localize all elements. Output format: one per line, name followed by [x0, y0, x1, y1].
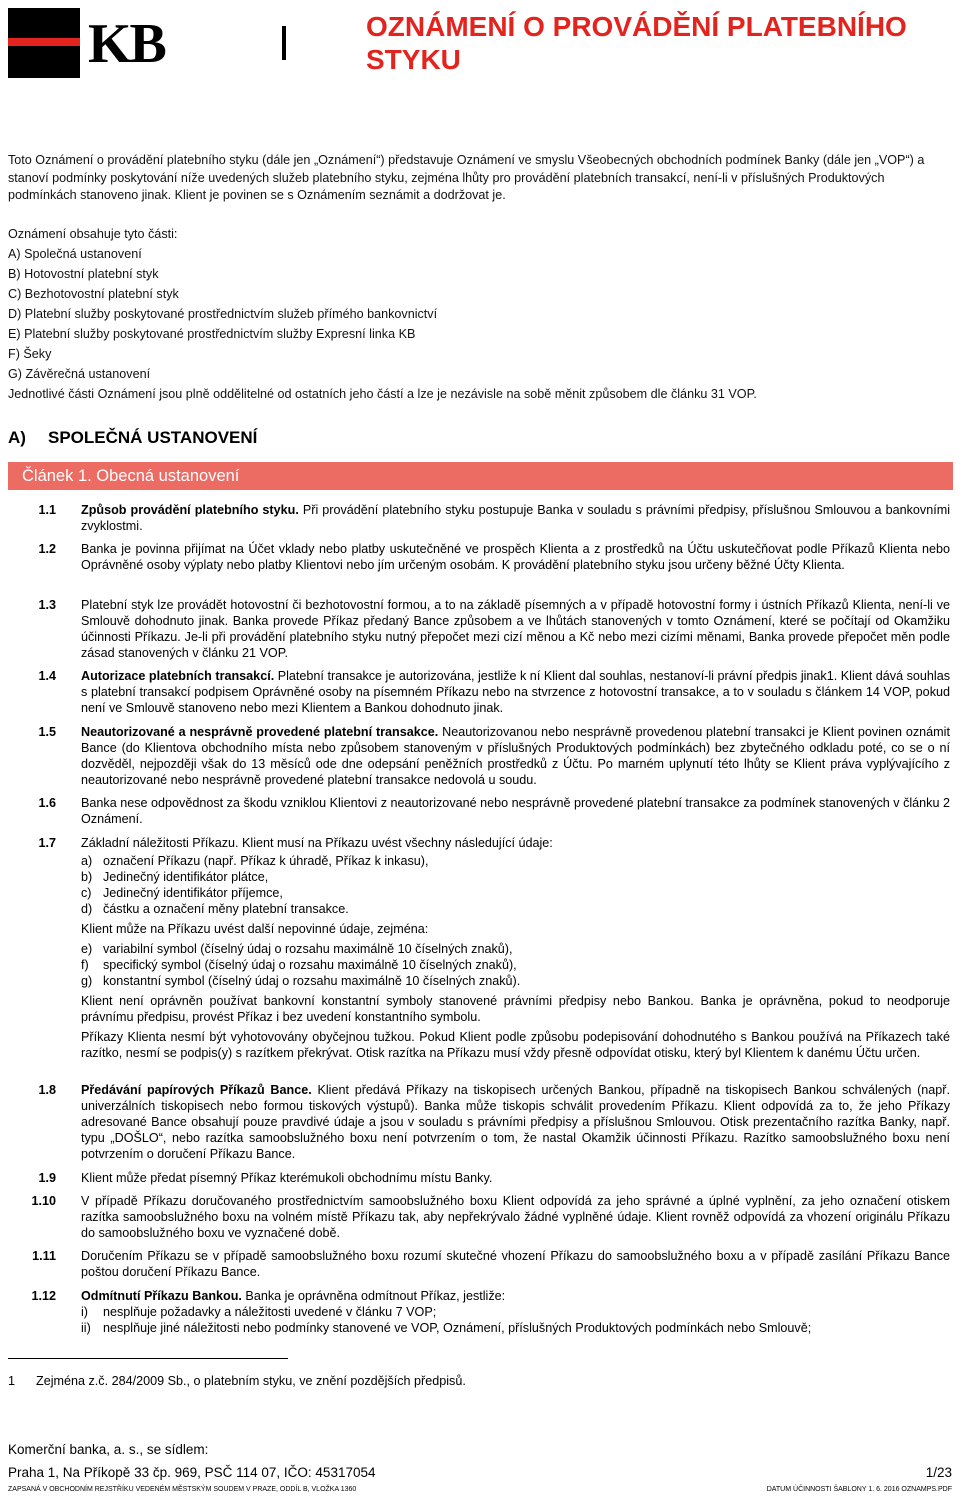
paragraph-text: Klient předává Příkazy na tiskopisech určených Bankou, případně na tiskopisech Bankou schválených (např. univerzálních tiskopisech nebo formou tiskových výstupů). Banka může tiskopis schválit provedením Příkazu. Klient odpovídá za to, že jeho Příkazy adresované Bance obsahují pouze pravdivé údaje a jsou v souladu s právními předpisy a příslušnou Smlouvou. Otisk prezentačního razítka Banky, např. typu „DOŠLO“, nebo razítka samoobslužného boxu není potvrzením o tom, že nastal Okamžik účinnosti Příkazu. Razítko samoobslužného boxu není potvrzením o doručení Příkazu Bance. — [81, 1083, 951, 1161]
paragraph-number: 1.1 — [38, 503, 56, 517]
footer-validity: DATUM ÚČINNOSTI ŠABLONY 1. 6. 2016 OZNAMPS.PDF — [766, 1486, 952, 1493]
paragraph-number: 1.3 — [38, 598, 56, 612]
paragraph-text: Banka je oprávněna odmítnout Příkaz, jestliže: — [241, 1289, 506, 1303]
paragraph-lead: Předávání papírových Příkazů Bance. — [81, 1083, 312, 1097]
document-title: OZNÁMENÍ O PROVÁDĚNÍ PLATEBNÍHO STYKU — [366, 11, 907, 75]
page-number: 1/23 — [925, 1465, 952, 1480]
paragraph-text: Platební styk lze provádět hotovostní či bezhotovostní formou, a to na základě písemných a v případě hotovostní formy i ústních Příkazů Klienta, není-li ve Smlouvě dohodnuto jinak. Banka provede Příkaz předaný Bance způsobem a ve lhůtách stanovených v tomto Oznámení, které se počítají od Okamžiku účinnosti Příkazu. Je-li při provádění platebního styku nutný přepočet mezi cizí měnou a Kč nebo mezi cizími měnami, Banka provede přepočet měn podle zásad stanovených v článku 21 VOP. — [81, 598, 950, 660]
toc-item: F) Šeky — [8, 347, 52, 361]
paragraph-text: Při provádění platebního styku postupuje Banka v souladu s právními předpisy, příslušnou Smlouvou a bankovními zvyklostmi. — [81, 503, 950, 533]
paragraph-text: Neautorizovanou nebo nesprávně provedenou platební transakci je Klient povinen oznámit Bance (do Klientova obchodního místa nebo způsobem stanoveným v příslušných Produktových podmínkách) bez zbytečného odkladu poté, co se o ní dozvěděl, nejpozději však do 13 měsíců ode dne odepsání peněžních prostředků z Účtu. Po marném uplynutí této lhůty se Klient práva vyplývajícího z neautorizované nebo nesprávně provedené platební transakce nedovolá u soudu. — [81, 725, 950, 787]
paragraph-text: Platební transakce je autorizována, jestliže k ní Klient dal souhlas, nestanoví-li právní předpis jinak1. Klient dává souhlas s platební transakcí podpisem Oprávněné osoby na písemném Příkazu nebo na stvrzence z hotovostní transakce, a to v souladu s článkem 14 VOP, pokud není ve Smlouvě stanoveno nebo mezi Klientem a Bankou dohodnuto jinak. — [81, 669, 950, 715]
toc — [8, 224, 953, 404]
paragraph-number: 1.10 — [31, 1194, 56, 1208]
list-item: g) konstantní symbol (číselný údaj o rozsahu maximálně 10 číselných znaků). — [81, 974, 521, 988]
paragraph-text: Doručením Příkazu se v případě samoobslužného boxu rozumí skutečné vhození Příkazu do samoobslužného boxu a v případě zasílání Příkazu Bance poštou doručení Příkazu Bance. — [81, 1249, 950, 1279]
article-heading-bar — [8, 462, 953, 490]
header-separator — [282, 26, 286, 60]
footer-company: Komerční banka, a. s., se sídlem: — [8, 1442, 209, 1457]
toc-heading: Oznámení obsahuje tyto části: — [8, 227, 178, 241]
paragraph-text: V případě Příkazu doručovaného prostřednictvím samoobslužného boxu Klient odpovídá za jeho správné a úplné vyplnění, za jeho označení otiskem razítka samoobslužného boxu na volném místě Příkazu tak, aby nepřekrývalo žádné vyplněné údaje. Klient rovněž odpovídá za vhození originálu Příkazu do samoobslužného boxu ve vyznačené době. — [81, 1194, 950, 1240]
article-title: Článek 1. Obecná ustanovení — [22, 467, 240, 485]
footer-registry: ZAPSANÁ V OBCHODNÍM REJSTŘÍKU VEDENÉM MĚSTSKÝM SOUDEM V PRAZE, ODDÍL B, VLOŽKA 1360 — [8, 1486, 357, 1493]
footnote-number: 1 — [8, 1374, 16, 1388]
list-item: f) specifický symbol (číselný údaj o rozsahu maximálně 10 číselných znaků), — [81, 958, 517, 972]
list-item: i) nesplňuje požadavky a náležitosti uvedené v článku 7 VOP; — [81, 1305, 437, 1319]
section-number: A) — [8, 428, 26, 447]
toc-note: Jednotlivé části Oznámení jsou plně oddělitelné od ostatních jeho částí a lze je nezávisle na sobě měnit způsobem dle článku 31 VOP. — [8, 387, 757, 401]
list-item: b) Jedinečný identifikátor plátce, — [81, 870, 269, 884]
list-item: e) variabilní symbol (číselný údaj o rozsahu maximálně 10 číselných znaků), — [81, 942, 513, 956]
intro-paragraph: Toto Oznámení o provádění platebního styku (dále jen „Oznámení“) představuje Oznámení ve smyslu Všeobecných obchodních podmínek Banky (dále jen „VOP“) a stanoví podmínky poskytování níže uvedených služeb platebního styku, zejména lhůty pro provádění platebních transakcí, není-li v příslušných Produktových podmínkách stanoveno jinak. Klient je povinen se s Oznámením seznámit a dodržovat je. — [8, 153, 925, 202]
section-heading — [8, 428, 257, 448]
paragraph-text-2: Klient není oprávněn používat bankovní konstantní symboly stanovené právními předpisy nebo Bankou. Banka je oprávněna, pokud to neodporuje právnímu předpisu, provést Příkaz i bez uvedení konstantního symbolu. — [81, 994, 950, 1024]
paragraph-number: 1.4 — [38, 669, 56, 683]
kb-logo-red-stripe — [8, 38, 80, 46]
paragraph-number: 1.5 — [38, 725, 56, 739]
toc-item: A) Společná ustanovení — [8, 247, 142, 261]
paragraph-subtext: Klient může na Příkazu uvést další nepovinné údaje, zejména: — [81, 922, 429, 936]
footnote-text: Zejména z.č. 284/2009 Sb., o platebním styku, ve znění pozdějších předpisů. — [36, 1374, 466, 1388]
footer-address: Praha 1, Na Příkopě 33 čp. 969, PSČ 114 07, IČO: 45317054 — [8, 1465, 376, 1480]
toc-item: C) Bezhotovostní platební styk — [8, 287, 179, 301]
paragraph-text: Základní náležitosti Příkazu. Klient musí na Příkazu uvést všechny následující údaje: — [81, 836, 553, 850]
list-item: d) částku a označení měny platební transakce. — [81, 902, 349, 916]
paragraph-text-3: Příkazy Klienta nesmí být vyhotovovány obyčejnou tužkou. Pokud Klient podle způsobu podepisování dohodnutého s Bankou používá na Příkazech také razítko, nesmí se podpis(y) s razítkem překrývat. Otisk razítka na Příkazu musí vždy přesně odpovídat otisku, který byl Klientem k danému Účtu určen. — [81, 1030, 950, 1060]
paragraph-text: Klient může předat písemný Příkaz kterémukoli obchodnímu místu Banky. — [81, 1171, 493, 1185]
footnote — [8, 1374, 466, 1388]
section-title: SPOLEČNÁ USTANOVENÍ — [48, 428, 258, 447]
toc-item: D) Platební služby poskytované prostřednictvím služeb přímého bankovnictví — [8, 307, 438, 321]
paragraph-text: Banka nese odpovědnost za škodu vzniklou Klientovi z neautorizované nebo nesprávně provedené platební transakce za podmínek stanovených v článku 2 Oznámení. — [81, 796, 950, 826]
paragraph-number: 1.12 — [31, 1289, 56, 1303]
paragraph-number: 1.6 — [38, 796, 56, 810]
toc-item: E) Platební služby poskytované prostřednictvím služby Expresní linka KB — [8, 327, 416, 341]
list-item: a) označení Příkazu (např. Příkaz k úhradě, Příkaz k inkasu), — [81, 854, 429, 868]
kb-logo-text: KB — [88, 13, 165, 75]
toc-item: B) Hotovostní platební styk — [8, 267, 159, 281]
paragraph-number: 1.7 — [38, 836, 56, 850]
footnote-separator — [8, 1358, 288, 1359]
paragraph-number: 1.11 — [32, 1249, 56, 1263]
paragraph-number: 1.9 — [38, 1171, 56, 1185]
paragraph-lead: Způsob provádění platebního styku. — [81, 503, 299, 517]
list-item: c) Jedinečný identifikátor příjemce, — [81, 886, 283, 900]
list-item: ii) nesplňuje jiné náležitosti nebo podmínky stanovené ve VOP, Oznámení, příslušných Produktových podmínkách nebo Smlouvě; — [81, 1321, 812, 1335]
paragraph-number: 1.8 — [38, 1083, 56, 1097]
paragraph-number: 1.2 — [38, 542, 56, 556]
paragraph-lead: Odmítnutí Příkazu Bankou. — [81, 1289, 242, 1303]
toc-item: G) Závěrečná ustanovení — [8, 367, 151, 381]
paragraph-lead: Neautorizované a nesprávně provedené platební transakce. — [81, 725, 439, 739]
paragraph-lead: Autorizace platebních transakcí. — [81, 669, 275, 683]
paragraph-text: Banka je povinna přijímat na Účet vklady nebo platby uskutečněné ve prospěch Klienta a z prostředků na Účtu uskutečňovat podle Příkazů Klienta nebo Oprávněné osoby výplaty nebo platby Klientovi nebo jím určeným osobám. K provádění platebního styku jsou určeny běžné Účty Klienta. — [81, 542, 950, 572]
